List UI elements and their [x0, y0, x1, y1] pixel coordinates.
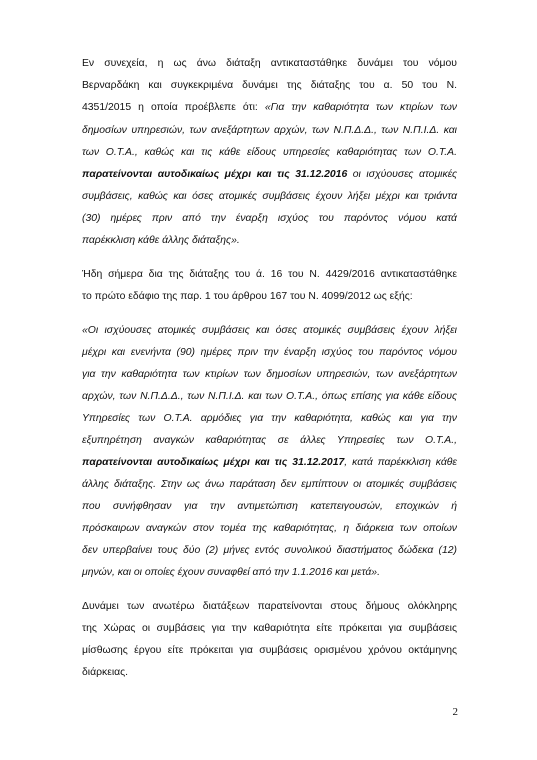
text-segment: Εν συνεχεία, η ως άνω διάταξη αντικαταστάθηκε δυνάμει του νόμου	[82, 58, 457, 69]
text-segment: «Οι ισχύουσες ατομικές συμβάσεις και όσες ατομικές συμβάσεις έχουν λήξει	[82, 325, 457, 336]
text-segment: Ήδη σήμερα δια της διάταξης του ά. 16 του Ν. 4429/2016 αντικαταστάθηκε	[82, 269, 457, 280]
text-segment: αρχών, των Ν.Π.Δ.Δ., των Ν.Π.Ι.Δ. και των Ο.Τ.Α., όπως επίσης για κάθε είδους	[82, 391, 457, 402]
text-line	[82, 324, 457, 337]
text-segment: διάρκειας.	[82, 667, 129, 678]
text-segment: άλλης διάταξης. Στην ως άνω παράταση δεν εμπίπτουν οι ατομικές συμβάσεις	[82, 479, 457, 490]
text-segment: δημοσίων υπηρεσιών, των ανεξάρτητων αρχών, των Ν.Π.Δ.Δ., των Ν.Π.Ι.Δ. και	[82, 125, 457, 136]
text-line	[82, 456, 457, 469]
text-line	[82, 566, 457, 579]
text-segment: 4351/2015 η οποία προέβλεπε ότι:	[82, 102, 265, 113]
text-segment: Δυνάμει των ανωτέρω διατάξεων παρατείνονται στους δήμους ολόκληρης	[82, 601, 457, 612]
text-line	[82, 434, 457, 447]
text-segment: συμβάσεις, καθώς και όσες ατομικές συμβάσεις έχουν λήξει μέχρι και τριάντα	[82, 191, 457, 202]
text-line	[82, 101, 457, 114]
text-line	[82, 346, 457, 359]
text-line	[82, 290, 457, 303]
text-segment: δεν υπερβαίνει τους δύο (2) μήνες εντός συνολικού διαστήματος δώδεκα (12)	[82, 545, 457, 556]
text-line	[82, 600, 457, 613]
text-line	[82, 168, 457, 181]
text-segment: της Χώρας οι συμβάσεις για την καθαριότητα είτε πρόκειται για συμβάσεις	[82, 623, 457, 634]
text-segment: μηνών, και οι οποίες έχουν συναφθεί από την 1.1.2016 και μετά».	[82, 567, 380, 578]
text-segment: των Ο.Τ.Α., καθώς και τις κάθε είδους υπηρεσίες καθαριότητας των Ο.Τ.Α.	[82, 147, 457, 158]
text-line	[82, 644, 457, 657]
text-line	[82, 500, 457, 513]
text-segment: πρόσκαιρων αναγκών στον τομέα της καθαριότητας, η διάρκεια των οποίων	[82, 523, 457, 534]
text-segment: Υπηρεσίες των Ο.Τ.Α. αρμόδιες για την καθαριότητα, καθώς και για την	[82, 413, 457, 424]
text-line	[82, 666, 457, 679]
text-line	[82, 146, 457, 159]
text-segment: οι ισχύουσες ατομικές	[347, 169, 457, 180]
text-segment: (30) ημέρες πριν από την έναρξη ισχύος του παρόντος νόμου κατά	[82, 213, 457, 224]
text-segment: μέχρι και ενενήντα (90) ημέρες πριν την έναρξη ισχύος του παρόντος νόμου	[82, 347, 457, 358]
text-line	[82, 412, 457, 425]
text-line	[82, 268, 457, 281]
text-segment: Βερναρδάκη και συγκεκριμένα δυνάμει της διάταξης του α. 50 του Ν.	[82, 80, 457, 91]
text-line	[82, 190, 457, 203]
text-segment: εξυπηρέτηση αναγκών καθαριότητας σε άλλες Υπηρεσίες των Ο.Τ.Α.,	[82, 435, 457, 446]
text-segment: παρέκκλιση κάθε άλλης διάταξης».	[82, 235, 240, 246]
bold-text: παρατείνονται αυτοδικαίως μέχρι και τις 31.12.2017	[82, 457, 345, 468]
text-line	[82, 368, 457, 381]
page-number: 2	[452, 706, 458, 718]
text-line	[82, 79, 457, 92]
text-segment: «Για την καθαριότητα των κτιρίων των	[264, 102, 457, 113]
text-segment: το πρώτο εδάφιο της παρ. 1 του άρθρου 167 του Ν. 4099/2012 ως εξής:	[82, 291, 413, 302]
text-line	[82, 522, 457, 535]
text-line	[82, 622, 457, 635]
text-line	[82, 390, 457, 403]
text-line	[82, 57, 457, 70]
text-line	[82, 234, 457, 247]
text-line	[82, 124, 457, 137]
text-line	[82, 544, 457, 557]
text-segment: , κατά παρέκκλιση κάθε	[344, 457, 458, 468]
text-segment: για την καθαριότητα των κτιρίων των δημοσίων υπηρεσιών, των ανεξάρτητων	[82, 369, 457, 380]
text-segment: μίσθωσης έργου είτε πρόκειται για συμβάσεις ορισμένου χρόνου οκτάμηνης	[82, 645, 457, 656]
text-segment: που συνήφθησαν για την αντιμετώπιση κατεπειγουσών, εποχικών ή	[82, 501, 457, 512]
text-line	[82, 212, 457, 225]
bold-text: παρατείνονται αυτοδικαίως μέχρι και τις 31.12.2016	[82, 169, 348, 180]
text-line	[82, 478, 457, 491]
